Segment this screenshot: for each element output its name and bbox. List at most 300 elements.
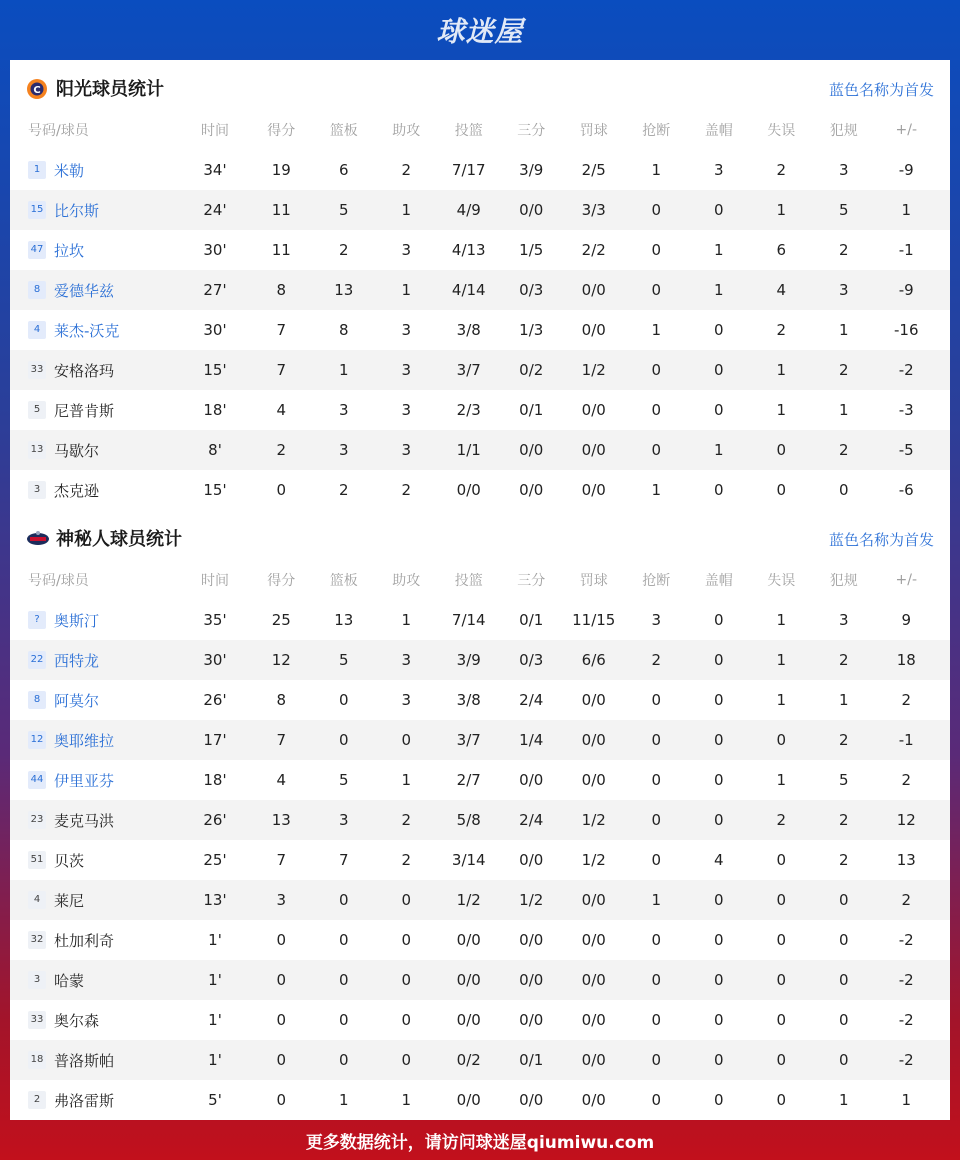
stat-cell: 0 [651,691,662,709]
stat-cell: 0 [338,1051,349,1069]
stat-cell: 1 [776,201,787,219]
stat-cell: 0 [713,1091,724,1109]
stat-cell: 0 [713,1011,724,1029]
stat-cell: 26' [203,691,227,709]
player-cell [10,160,180,181]
stat-cell: -9 [898,161,914,179]
column-header: 助攻 [392,123,421,139]
stat-cell: 3 [713,161,724,179]
column-header: 抢断 [642,123,671,139]
stat-cell: 7/14 [451,611,486,629]
column-header-row [10,560,950,600]
stat-cell: 0 [713,971,724,989]
stat-cell: 3 [401,441,412,459]
player-cell [10,360,180,381]
stat-cell: 0 [651,241,662,259]
stat-cell: 3 [838,281,849,299]
stat-cell: 2 [838,241,849,259]
player-name: 贝茨 [54,851,85,870]
player-cell [10,1010,180,1031]
stat-cell: 5' [208,1091,222,1109]
stat-cell: 0 [401,971,412,989]
stat-cell: 1 [713,441,724,459]
player-name: 弗洛雷斯 [54,1091,115,1110]
column-header: 三分 [517,123,546,139]
stat-cell: 1/5 [519,241,544,259]
stat-cell: 0/0 [519,441,544,459]
stat-cell: 0/0 [581,321,606,339]
column-header: 投篮 [454,123,483,139]
stat-cell: 8' [208,441,222,459]
stat-cell: 0/0 [456,1091,481,1109]
player-name[interactable]: 米勒 [54,161,85,180]
stat-cell: 0 [651,281,662,299]
jersey-number: 44 [28,771,46,789]
stat-cell: -1 [898,731,914,749]
stats-panel [10,60,950,1120]
stat-cell: -6 [898,481,914,499]
stat-cell: 1 [776,691,787,709]
stat-cell: 1 [776,611,787,629]
stat-cell: 4/9 [456,201,481,219]
player-name: 尼普肯斯 [54,401,115,420]
stat-cell: 5 [838,771,849,789]
stat-cell: 7 [276,361,287,379]
team-title: 神秘人球员统计 [56,529,182,550]
player-cell [10,650,180,671]
stat-cell: 13 [334,611,354,629]
stat-cell: 0 [338,931,349,949]
player-name[interactable]: 西特龙 [54,651,100,670]
stat-cell: 0 [276,481,287,499]
stat-cell: 0 [838,481,849,499]
stat-cell: 0/0 [581,1011,606,1029]
stat-cell: 3 [338,441,349,459]
stat-cell: 0 [713,651,724,669]
stat-cell: 0 [713,321,724,339]
stat-cell: 1 [838,321,849,339]
stat-cell: 15' [203,361,227,379]
stat-cell: 0/1 [519,1051,544,1069]
stat-cell: 0/1 [519,401,544,419]
stat-cell: 0 [713,611,724,629]
stat-cell: 12 [896,811,916,829]
stat-cell: 0/2 [456,1051,481,1069]
stat-cell: 0 [713,201,724,219]
column-header: 失误 [767,123,796,139]
brand-logo-text: 球迷屋 [436,15,524,48]
stat-cell: 3/14 [451,851,486,869]
player-cell [10,320,180,341]
stat-cell: 0 [276,931,287,949]
stat-cell: 1 [401,281,412,299]
player-name: 普洛斯帕 [54,1051,115,1070]
player-row [10,1080,950,1120]
jersey-number: ? [28,611,46,629]
stat-cell: 0 [338,1011,349,1029]
player-cell [10,890,180,911]
stat-cell: 0 [776,891,787,909]
stat-cell: 0 [776,971,787,989]
stat-cell: 0 [401,931,412,949]
stat-cell: 1/2 [456,891,481,909]
stat-cell: 2 [838,651,849,669]
column-header: 号码/球员 [28,573,89,589]
stat-cell: 1' [208,1051,222,1069]
jersey-number: 33 [28,1011,46,1029]
column-header: 投篮 [454,573,483,589]
player-row [10,1000,950,1040]
stat-cell: 0 [276,971,287,989]
stat-cell: 1/2 [519,891,544,909]
stat-cell: 0 [838,1051,849,1069]
stat-cell: 0 [713,811,724,829]
column-header: 篮板 [329,123,358,139]
stat-cell: 0 [838,1011,849,1029]
column-header: 罚球 [579,123,608,139]
stat-cell: 0 [338,891,349,909]
column-header: 失误 [767,573,796,589]
stat-cell: -5 [898,441,914,459]
jersey-number: 3 [28,971,46,989]
stat-cell: 0/0 [519,931,544,949]
column-header-row [10,110,950,150]
stat-cell: 3/9 [456,651,481,669]
stat-cell: 15' [203,481,227,499]
stat-cell: 3 [401,651,412,669]
stat-cell: 7 [276,851,287,869]
stat-cell: 1 [338,1091,349,1109]
jersey-number: 2 [28,1091,46,1109]
stat-cell: 0/0 [581,691,606,709]
jersey-number: 13 [28,441,46,459]
stat-cell: -2 [898,1051,914,1069]
player-name: 杰克逊 [54,481,100,500]
stat-cell: 0/0 [519,971,544,989]
stat-cell: 13 [271,811,291,829]
stat-cell: 1 [901,201,912,219]
player-name[interactable]: 伊里亚芬 [54,771,115,790]
stat-cell: 0 [651,731,662,749]
stat-cell: 0 [651,1051,662,1069]
stat-cell: 0 [713,931,724,949]
column-header: 号码/球员 [28,123,89,139]
stat-cell: 0 [401,891,412,909]
stat-cell: 11/15 [572,611,616,629]
column-header: 得分 [267,573,296,589]
stat-cell: -1 [898,241,914,259]
stat-cell: 0 [651,1011,662,1029]
player-name: 马歇尔 [54,441,100,460]
stat-cell: 0/0 [581,441,606,459]
stat-cell: 0 [651,851,662,869]
starter-legend-note: 蓝色名称为首发 [828,531,934,549]
stat-cell: 0/0 [456,931,481,949]
player-row [10,1040,950,1080]
sun-logo-icon [26,78,48,100]
player-row [10,150,950,190]
stat-cell: 3/8 [456,691,481,709]
player-name[interactable]: 奥斯汀 [54,611,100,630]
player-row [10,230,950,270]
player-cell [10,280,180,301]
player-cell [10,1090,180,1111]
player-name[interactable]: 比尔斯 [54,201,100,220]
stat-cell: 9 [901,611,912,629]
player-row [10,800,950,840]
column-header: 时间 [201,573,229,589]
stat-cell: 0/0 [581,731,606,749]
player-cell [10,200,180,221]
player-row [10,840,950,880]
stat-cell: 5 [338,771,349,789]
stat-cell: 0 [838,891,849,909]
player-row [10,310,950,350]
jersey-number: 1 [28,161,46,179]
stat-cell: 3/3 [581,201,606,219]
stat-cell: -2 [898,971,914,989]
player-row [10,720,950,760]
stat-cell: 2 [838,361,849,379]
stat-cell: 3/9 [519,161,544,179]
stat-cell: 5/8 [456,811,481,829]
stat-cell: 1' [208,971,222,989]
team-title: 阳光球员统计 [56,79,164,100]
column-header: 抢断 [642,573,671,589]
player-name[interactable]: 莱杰-沃克 [54,321,120,340]
player-name: 莱尼 [54,891,85,910]
stat-cell: 30' [203,651,227,669]
stat-cell: 0 [651,361,662,379]
player-row [10,270,950,310]
stat-cell: 0/0 [456,1011,481,1029]
stat-cell: 2/4 [519,811,544,829]
stat-cell: -2 [898,1011,914,1029]
stat-cell: 25' [203,851,227,869]
player-name[interactable]: 奥耶维拉 [54,731,115,750]
jersey-number: 51 [28,851,46,869]
stat-cell: 1 [401,611,412,629]
jersey-number: 23 [28,811,46,829]
footer-banner[interactable]: 更多数据统计，请访问球迷屋qiumiwu.com [305,1132,655,1153]
column-header: 盖帽 [704,573,733,589]
stat-cell: 0/0 [519,1091,544,1109]
stat-cell: 34' [203,161,227,179]
stat-cell: 13 [334,281,354,299]
player-cell [10,440,180,461]
player-row [10,760,950,800]
stat-cell: 2 [838,731,849,749]
stat-cell: 0/0 [581,401,606,419]
stat-cell: 0/0 [581,1051,606,1069]
stat-cell: -9 [898,281,914,299]
player-name[interactable]: 阿莫尔 [54,691,100,710]
player-row [10,640,950,680]
stat-cell: 30' [203,241,227,259]
stat-cell: 2 [401,161,412,179]
stat-cell: 5 [338,201,349,219]
jersey-number: 18 [28,1051,46,1069]
player-cell [10,970,180,991]
stat-cell: 0 [651,201,662,219]
stat-cell: 1/2 [581,361,606,379]
player-name: 麦克马洪 [54,811,115,830]
player-row [10,680,950,720]
player-name[interactable]: 爱德华兹 [54,281,115,300]
stat-cell: 0 [776,1051,787,1069]
stat-cell: 0 [713,731,724,749]
stat-cell: 7 [276,731,287,749]
stat-cell: 7/17 [451,161,486,179]
stat-cell: 0 [276,1091,287,1109]
stat-cell: 1 [401,771,412,789]
player-row [10,470,950,510]
stat-cell: 1 [651,891,662,909]
jersey-number: 22 [28,651,46,669]
player-row [10,600,950,640]
stat-cell: 0/0 [519,201,544,219]
jersey-number: 8 [28,281,46,299]
stat-cell: 2 [651,651,662,669]
player-name: 杜加利奇 [54,931,115,950]
stat-cell: 3 [838,161,849,179]
column-header: 时间 [201,123,229,139]
stat-cell: 0 [401,1051,412,1069]
stat-cell: 3 [401,401,412,419]
player-cell [10,610,180,631]
stat-cell: 0 [776,1011,787,1029]
stat-cell: 1 [776,401,787,419]
stat-cell: 6 [338,161,349,179]
stat-cell: 0 [338,971,349,989]
stat-cell: 4 [276,771,287,789]
stat-cell: 2 [776,161,787,179]
stat-cell: 1 [338,361,349,379]
stat-cell: 1 [776,361,787,379]
jersey-number: 3 [28,481,46,499]
column-header: 罚球 [579,573,608,589]
stat-cell: 2 [901,771,912,789]
stat-cell: 0/0 [456,971,481,989]
column-header: 篮板 [329,573,358,589]
jersey-number: 32 [28,931,46,949]
stat-cell: 1 [776,651,787,669]
stat-cell: 3 [338,401,349,419]
player-row [10,880,950,920]
starter-legend-note: 蓝色名称为首发 [828,81,934,99]
stat-cell: 0 [276,1051,287,1069]
stat-cell: 3 [401,361,412,379]
stat-cell: 7 [338,851,349,869]
stat-cell: 0/1 [519,611,544,629]
column-header: 犯规 [829,573,858,589]
jersey-number: 8 [28,691,46,709]
stat-cell: 5 [838,201,849,219]
player-name: 奥尔森 [54,1011,100,1030]
stat-cell: 12 [271,651,291,669]
stat-cell: 0 [651,931,662,949]
stat-cell: 2 [401,481,412,499]
player-row [10,430,950,470]
stat-cell: 2 [276,441,287,459]
stat-cell: 1 [838,401,849,419]
stat-cell: 1/2 [581,851,606,869]
stat-cell: 4 [276,401,287,419]
player-row [10,960,950,1000]
column-header: 助攻 [392,573,421,589]
player-cell [10,1050,180,1071]
jersey-number: 5 [28,401,46,419]
stat-cell: 3 [651,611,662,629]
stat-cell: 13' [203,891,227,909]
stat-cell: 0/3 [519,651,544,669]
stat-cell: 0 [776,1091,787,1109]
top-header [0,0,960,60]
stat-cell: 0 [713,691,724,709]
stat-cell: 0 [651,1091,662,1109]
stat-cell: -2 [898,931,914,949]
stat-cell: 1 [838,1091,849,1109]
stat-cell: 0 [651,401,662,419]
stat-cell: 0/0 [519,851,544,869]
stat-cell: 2/4 [519,691,544,709]
stat-cell: 18' [203,401,227,419]
stat-cell: 17' [203,731,227,749]
stat-cell: 0 [651,771,662,789]
stat-cell: 3 [401,241,412,259]
stat-cell: 18' [203,771,227,789]
stat-cell: 0 [338,691,349,709]
stat-cell: 0 [713,481,724,499]
stat-cell: 3/8 [456,321,481,339]
stat-cell: 0 [713,361,724,379]
stat-cell: 8 [276,281,287,299]
stat-cell: 3 [401,691,412,709]
stat-cell: 1' [208,1011,222,1029]
stat-cell: 0 [276,1011,287,1029]
stat-cell: 0 [651,811,662,829]
stat-cell: 35' [203,611,227,629]
stat-cell: 1 [713,241,724,259]
column-header: +/- [895,122,917,138]
stat-cell: 0 [713,1051,724,1069]
stat-cell: 2 [338,481,349,499]
player-cell [10,730,180,751]
stat-cell: 7 [276,321,287,339]
stat-cell: 1/1 [456,441,481,459]
stat-cell: 2/5 [581,161,606,179]
jersey-number: 47 [28,241,46,259]
column-header: 得分 [267,123,296,139]
stat-cell: 2/2 [581,241,606,259]
stat-cell: 0/3 [519,281,544,299]
stat-cell: 0/0 [456,481,481,499]
stat-cell: 0 [776,931,787,949]
stat-cell: 30' [203,321,227,339]
stat-cell: 2 [338,241,349,259]
player-row [10,390,950,430]
player-cell [10,480,180,501]
stat-cell: 3/7 [456,731,481,749]
player-name[interactable]: 拉坎 [54,241,85,260]
stat-cell: 0/0 [519,1011,544,1029]
stat-cell: 1 [651,321,662,339]
player-row [10,350,950,390]
stat-cell: 0 [776,731,787,749]
svg-text:C: C [33,85,41,96]
jersey-number: 33 [28,361,46,379]
stat-cell: 0/0 [581,281,606,299]
